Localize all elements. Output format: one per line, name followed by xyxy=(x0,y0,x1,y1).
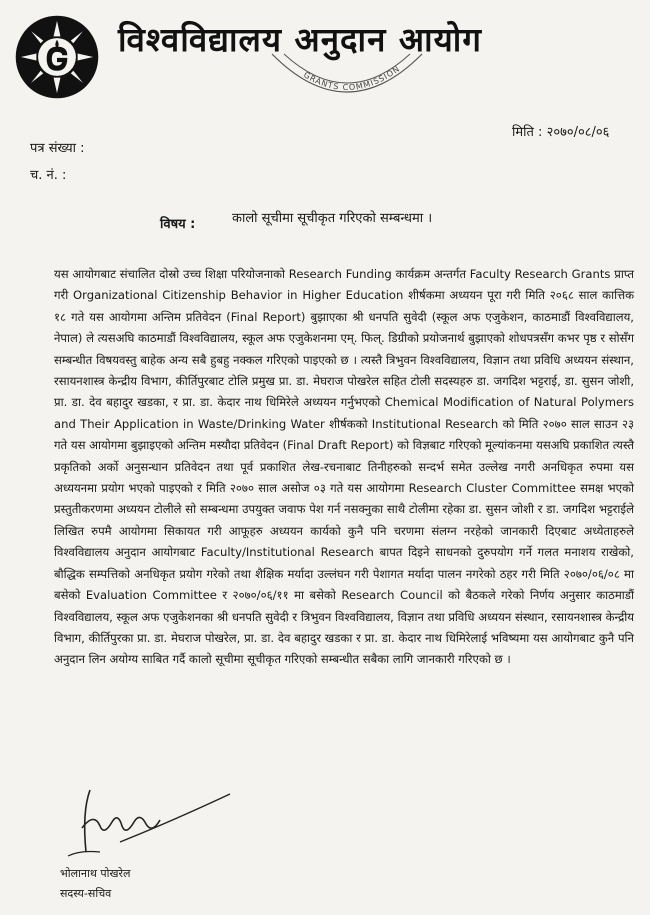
date-label: मिति : xyxy=(512,125,543,140)
org-name: विश्वविद्यालय अनुदान आयोग xyxy=(118,20,482,59)
subject-label: विषय : xyxy=(160,217,196,232)
letter-date xyxy=(512,122,609,140)
patra-sankhya-label: पत्र संख्या : xyxy=(30,141,85,156)
svg-text:GRANTS COMMISSION: GRANTS COMMISSION xyxy=(301,63,402,93)
grants-commission-stamp xyxy=(262,50,432,114)
handwritten-signature xyxy=(60,782,240,862)
signer-name: भोलानाथ पोखरेल xyxy=(60,867,131,880)
date-value: २०७०/०८/०६ xyxy=(546,125,610,140)
ugc-emblem-icon xyxy=(14,14,100,100)
letter-body: यस आयोगबाट संचालित दोस्रो उच्च शिक्षा परियोजनाको Research Funding कार्यक्रम अन्तर्गत Faculty Research Grants प्राप्त गरी Organizational Citizenship Behavior in Higher Education शीर्षकमा अध्ययन पूरा गरी मिति २०६८ साल कात्तिक १८ गते यस आयोगमा अन्तिम प्रतिवेदन (Final Report) बुझाएका श्री धनपति सुवेदी (स्कूल अफ एजुकेशन, काठमाडौं विश्वविद्यालय, नेपाल) ले त्यसअघि काठमाडौं विश्वविद्यालय, स्कूल अफ एजुकेशनमा एम्. फिल्. डिग्रीको प्रयोजनार्थ बुझाएको शोधपत्रसँग कभर पृष्ठ र सोसँग सम्बन्धीत विषयवस्तु बाहेक अन्य सबै हुबहु नक्कल गरिएको पाइएको छ । त्यस्तै त्रिभुवन विश्वविद्यालय, विज्ञान तथा प्रविधि अध्ययन संस्थान, रसायनशास्त्र केन्द्रीय विभाग, कीर्तिपुरबाट टोलि प्रमुख प्रा. डा. मेघराज पोखरेल सहित टोली सदस्यहरु डा. जगदिश भट्टराई, डा. सुसन जोशी, प्रा. डा. देव बहादुर खडका, र प्रा. डा. केदार नाथ धिमिरेले अध्ययन गर्नुभएको Chemical Modification of Natural Polymers and Their Application in Waste/Drinking Water शीर्षकको Institutional Research को मिति २०७० साल साउन २३ गते यस आयोगमा बुझाइएको अन्तिम मस्यौदा प्रतिवेदन (Final Draft Report) को विज्ञबाट गरिएको मूल्यांकनमा यसअघि प्रकाशित त्यस्तै प्रकृतिको अर्को अनुसन्धान प्रतिवेदन तथा पूर्व प्रकाशित लेख-रचनाबाट तिनीहरुको सन्दर्भ समेत उल्लेख नगरी अनधिकृत रुपमा यस अध्ययनमा प्रयोग भएको पाइएको र मिति २०७० साल असोज ०३ गते यस आयोगमा Research Cluster Committee समक्ष भएको प्रस्तुतीकरणमा अध्ययन टोलीले सो सम्बन्धमा उपयुक्त जवाफ पेश गर्न नसक्नुका साथै टोलीमा रहेका डा. सुसन जोशी र डा. जगदिश भट्टराईले लिखित रुपमै आयोगमा सिकायत गरी आफूहरु अध्ययन कार्यको कुनै पनि चरणमा संलग्न नरहेको जानकारी दिएबाट अध्येताहरुले विश्वविद्यालय अनुदान आयोगबाट Faculty/Institutional Research बापत दिइने साधनको दुरुपयोग गर्ने गलत मनाशय राखेको, बौद्धिक सम्पत्तिको अनधिकृत प्रयोग गरेको तथा शैक्षिक मर्यादा उल्लंघन गरी पेशागत मर्यादा पालन नगरेको ठहर गरी मिति २०७०/०६/०८ मा बसेको Evaluation Committee र २०७०/०६/११ मा बसेको Research Council को बैठकले गरेको निर्णय अनुसार काठमाडौं विश्वविद्यालय, स्कूल अफ एजुकेशनका श्री धनपति सुवेदी र त्रिभुवन विश्वविद्यालय, विज्ञान तथा प्रविधि अध्ययन संस्थान, रसायनशास्त्र केन्द्रीय विभाग, कीर्तिपुरका प्रा. डा. मेघराज पोखरेल, प्रा. डा. देव बहादुर खडका र प्रा. डा. केदार नाथ धिमिरेलाई भविष्यमा यस आयोगबाट कुनै पनि अनुदान लिन अयोग्य साबित गर्दै कालो सूचीमा सूचीकृत गरिएको सम्बन्धीत सबैका लागि जानकारी गरिएको छ । xyxy=(54,267,634,667)
subject-text: कालो सूचीमा सूचीकृत गरिएको सम्बन्धमा । xyxy=(232,211,433,226)
cha-na-label: च. नं. : xyxy=(30,168,67,183)
signer-title: सदस्य-सचिव xyxy=(60,887,112,900)
